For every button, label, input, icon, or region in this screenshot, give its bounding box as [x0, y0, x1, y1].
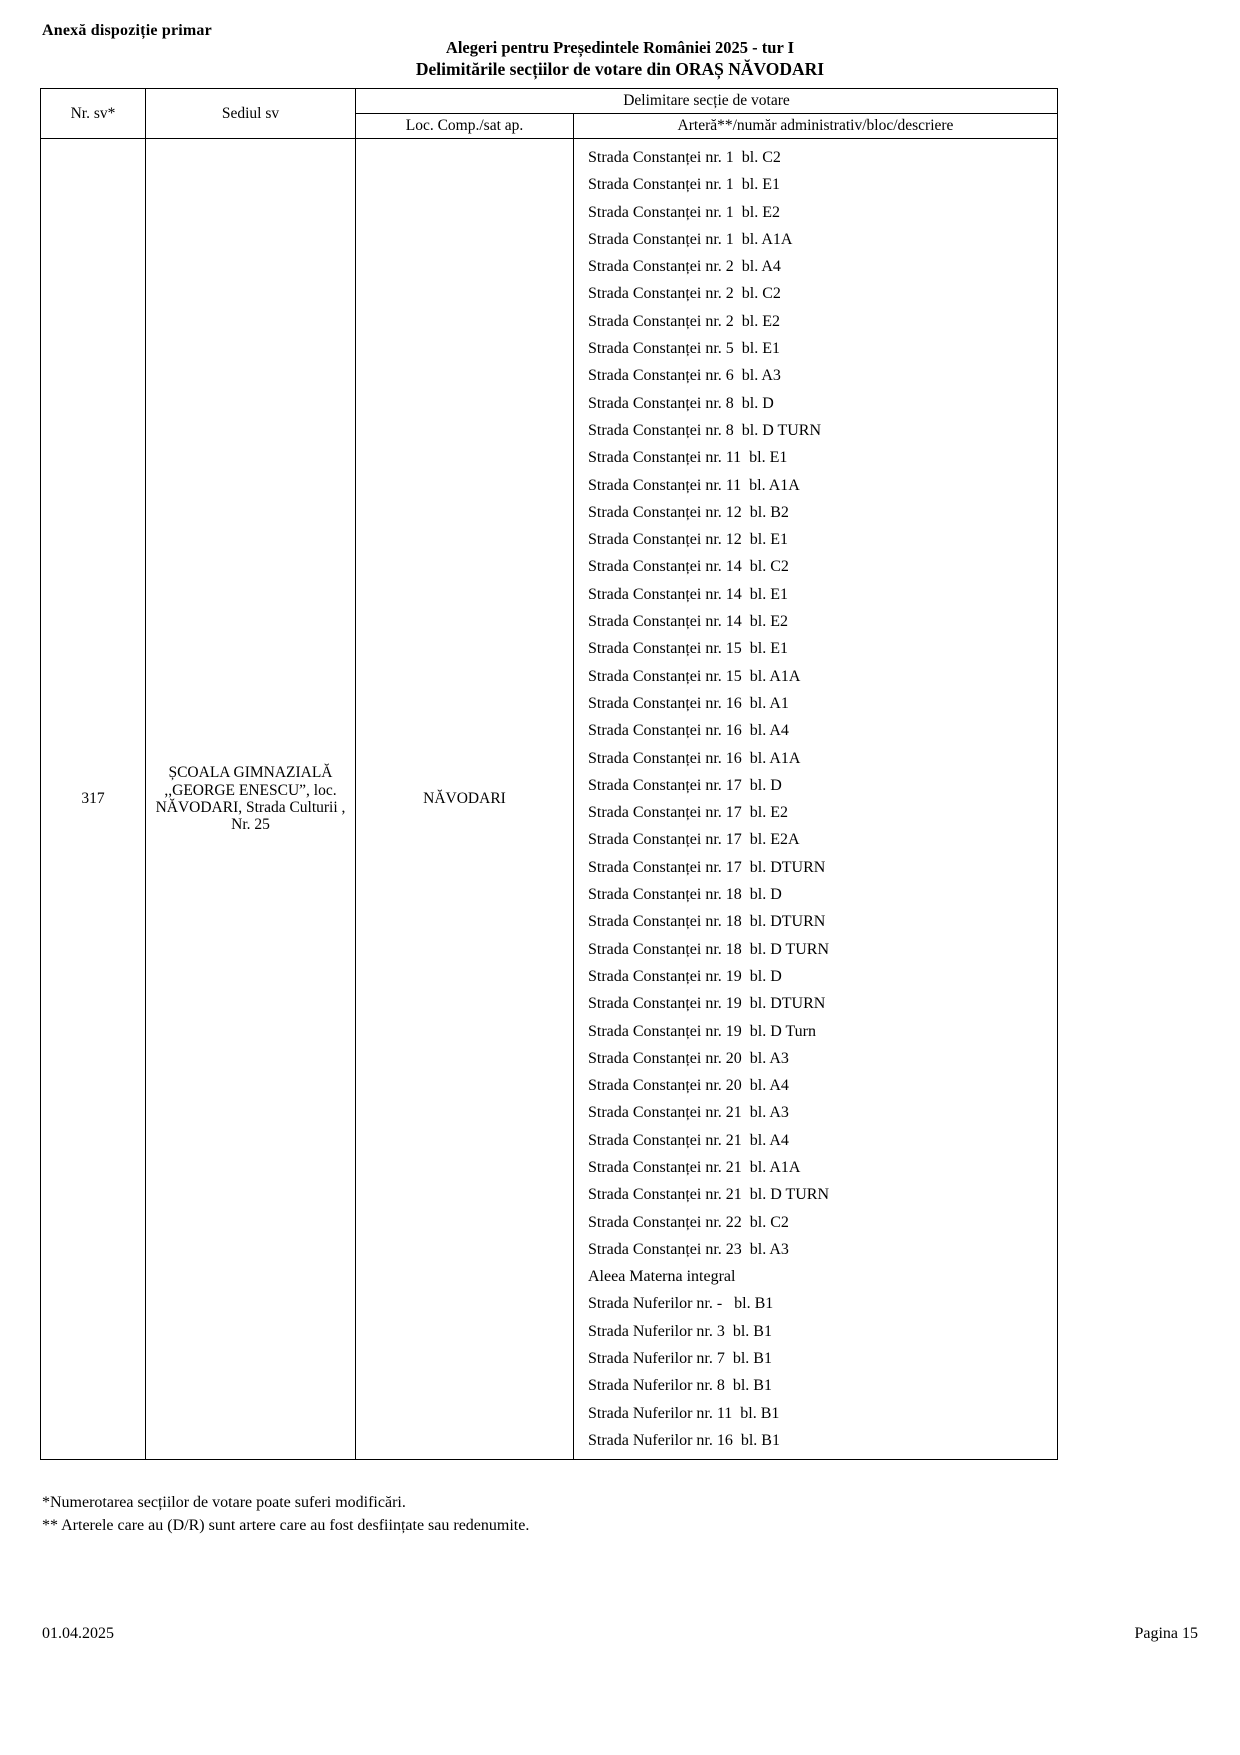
cell-sediul-sv: ȘCOALA GIMNAZIALĂ ,,GEORGE ENESCU”, loc. NĂVODARI, Strada Culturii , Nr. 25 [146, 139, 356, 1460]
footer-date: 01.04.2025 [42, 1625, 114, 1642]
artera-item: Strada Constanței nr. 14 bl. E1 [588, 585, 788, 603]
polling-station-table [40, 88, 1058, 1460]
artera-item: Strada Constanței nr. 11 bl. A1A [588, 476, 800, 494]
artera-item: Strada Constanței nr. 21 bl. D TURN [588, 1186, 830, 1204]
artera-item: Strada Nuferilor nr. 8 bl. B1 [588, 1377, 772, 1395]
artera-item: Strada Constanței nr. 17 bl. E2 [588, 804, 788, 822]
table-header-row-1 [41, 89, 1058, 114]
artera-item: Strada Constanței nr. 11 bl. E1 [588, 449, 788, 467]
artera-item: Strada Constanței nr. 19 bl. DTURN [588, 995, 826, 1013]
artera-item: Strada Constanței nr. 8 bl. D TURN [588, 421, 822, 439]
anexa-label: Anexă dispoziție primar [42, 22, 212, 39]
artera-item: Strada Constanței nr. 1 bl. E1 [588, 176, 780, 194]
artera-item: Strada Constanței nr. 18 bl. D TURN [588, 940, 830, 958]
artera-item: Strada Constanței nr. 14 bl. E2 [588, 613, 788, 631]
artera-item: Strada Nuferilor nr. 16 bl. B1 [588, 1431, 780, 1449]
artera-item: Strada Constanței nr. 20 bl. A3 [588, 1049, 789, 1067]
column-header-nr-sv: Nr. sv* [41, 89, 146, 139]
artera-item: Strada Constanței nr. 1 bl. A1A [588, 230, 793, 248]
cell-artere [574, 139, 1058, 1460]
artera-item: Strada Constanței nr. 16 bl. A4 [588, 722, 789, 740]
artera-item: Strada Constanței nr. 21 bl. A1A [588, 1158, 801, 1176]
artera-item: Aleea Materna integral [588, 1268, 736, 1286]
artera-item: Strada Constanței nr. 17 bl. E2A [588, 831, 800, 849]
footnotes [42, 1491, 529, 1537]
artera-item: Strada Constanței nr. 16 bl. A1A [588, 749, 801, 767]
artera-item: Strada Constanței nr. 21 bl. A4 [588, 1131, 789, 1149]
title-line-2: Delimitările secțiilor de votare din ORAȘ NĂVODARI [415, 58, 825, 79]
artera-item: Strada Constanței nr. 2 bl. A4 [588, 258, 781, 276]
artera-item: Strada Nuferilor nr. - bl. B1 [588, 1295, 774, 1313]
artera-item: Strada Constanței nr. 23 bl. A3 [588, 1240, 789, 1258]
artera-item: Strada Nuferilor nr. 3 bl. B1 [588, 1322, 772, 1340]
artera-item: Strada Nuferilor nr. 11 bl. B1 [588, 1404, 780, 1422]
footnote-1: *Numerotarea secțiilor de votare poate suferi modificări. [42, 1494, 406, 1511]
document-title [0, 38, 1240, 81]
artera-item: Strada Constanței nr. 5 bl. E1 [588, 340, 780, 358]
cell-loc-comp: NĂVODARI [356, 139, 574, 1460]
artera-item: Strada Constanței nr. 14 bl. C2 [588, 558, 789, 576]
artera-item: Strada Constanței nr. 17 bl. DTURN [588, 858, 826, 876]
column-header-artera: Arteră**/număr administrativ/bloc/descriere [574, 114, 1058, 139]
column-header-delimitare: Delimitare secție de votare [356, 89, 1058, 114]
artera-item: Strada Constanței nr. 17 bl. D [588, 776, 782, 794]
artera-item: Strada Constanței nr. 18 bl. DTURN [588, 913, 826, 931]
footnote-2: ** Arterele care au (D/R) sunt artere care au fost desființate sau redenumite. [42, 1517, 530, 1535]
artera-item: Strada Constanței nr. 8 bl. D [588, 394, 774, 412]
artera-item: Strada Constanței nr. 21 bl. A3 [588, 1104, 789, 1122]
column-header-sediul-sv: Sediul sv [146, 89, 356, 139]
artera-list [578, 142, 1053, 1456]
artera-item: Strada Constanței nr. 1 bl. C2 [588, 149, 781, 166]
artera-item: Strada Constanței nr. 6 bl. A3 [588, 367, 781, 385]
artera-item: Strada Constanței nr. 20 bl. A4 [588, 1077, 789, 1095]
column-header-loc-comp: Loc. Comp./sat ap. [356, 114, 574, 139]
artera-item: Strada Constanței nr. 16 bl. A1 [588, 694, 789, 712]
artera-item: Strada Constanței nr. 18 bl. D [588, 886, 782, 904]
artera-item: Strada Constanței nr. 2 bl. E2 [588, 312, 780, 330]
cell-nr-sv: 317 [41, 139, 146, 1460]
footer-page-number: Pagina 15 [1134, 1625, 1198, 1642]
artera-item: Strada Constanței nr. 19 bl. D [588, 967, 782, 985]
artera-item: Strada Constanței nr. 22 bl. C2 [588, 1213, 789, 1231]
table-row [41, 139, 1058, 1460]
artera-item: Strada Constanței nr. 12 bl. E1 [588, 531, 788, 549]
title-line-1: Alegeri pentru Președintele României 2025 - tur I [445, 38, 795, 57]
artera-item: Strada Constanței nr. 15 bl. E1 [588, 640, 788, 658]
artera-item: Strada Constanței nr. 15 bl. A1A [588, 667, 801, 685]
artera-item: Strada Constanței nr. 1 bl. E2 [588, 203, 780, 221]
artera-item: Strada Constanței nr. 12 bl. B2 [588, 503, 789, 521]
artera-item: Strada Constanței nr. 19 bl. D Turn [588, 1022, 817, 1040]
artera-item: Strada Constanței nr. 2 bl. C2 [588, 285, 781, 303]
artera-item: Strada Nuferilor nr. 7 bl. B1 [588, 1350, 772, 1368]
